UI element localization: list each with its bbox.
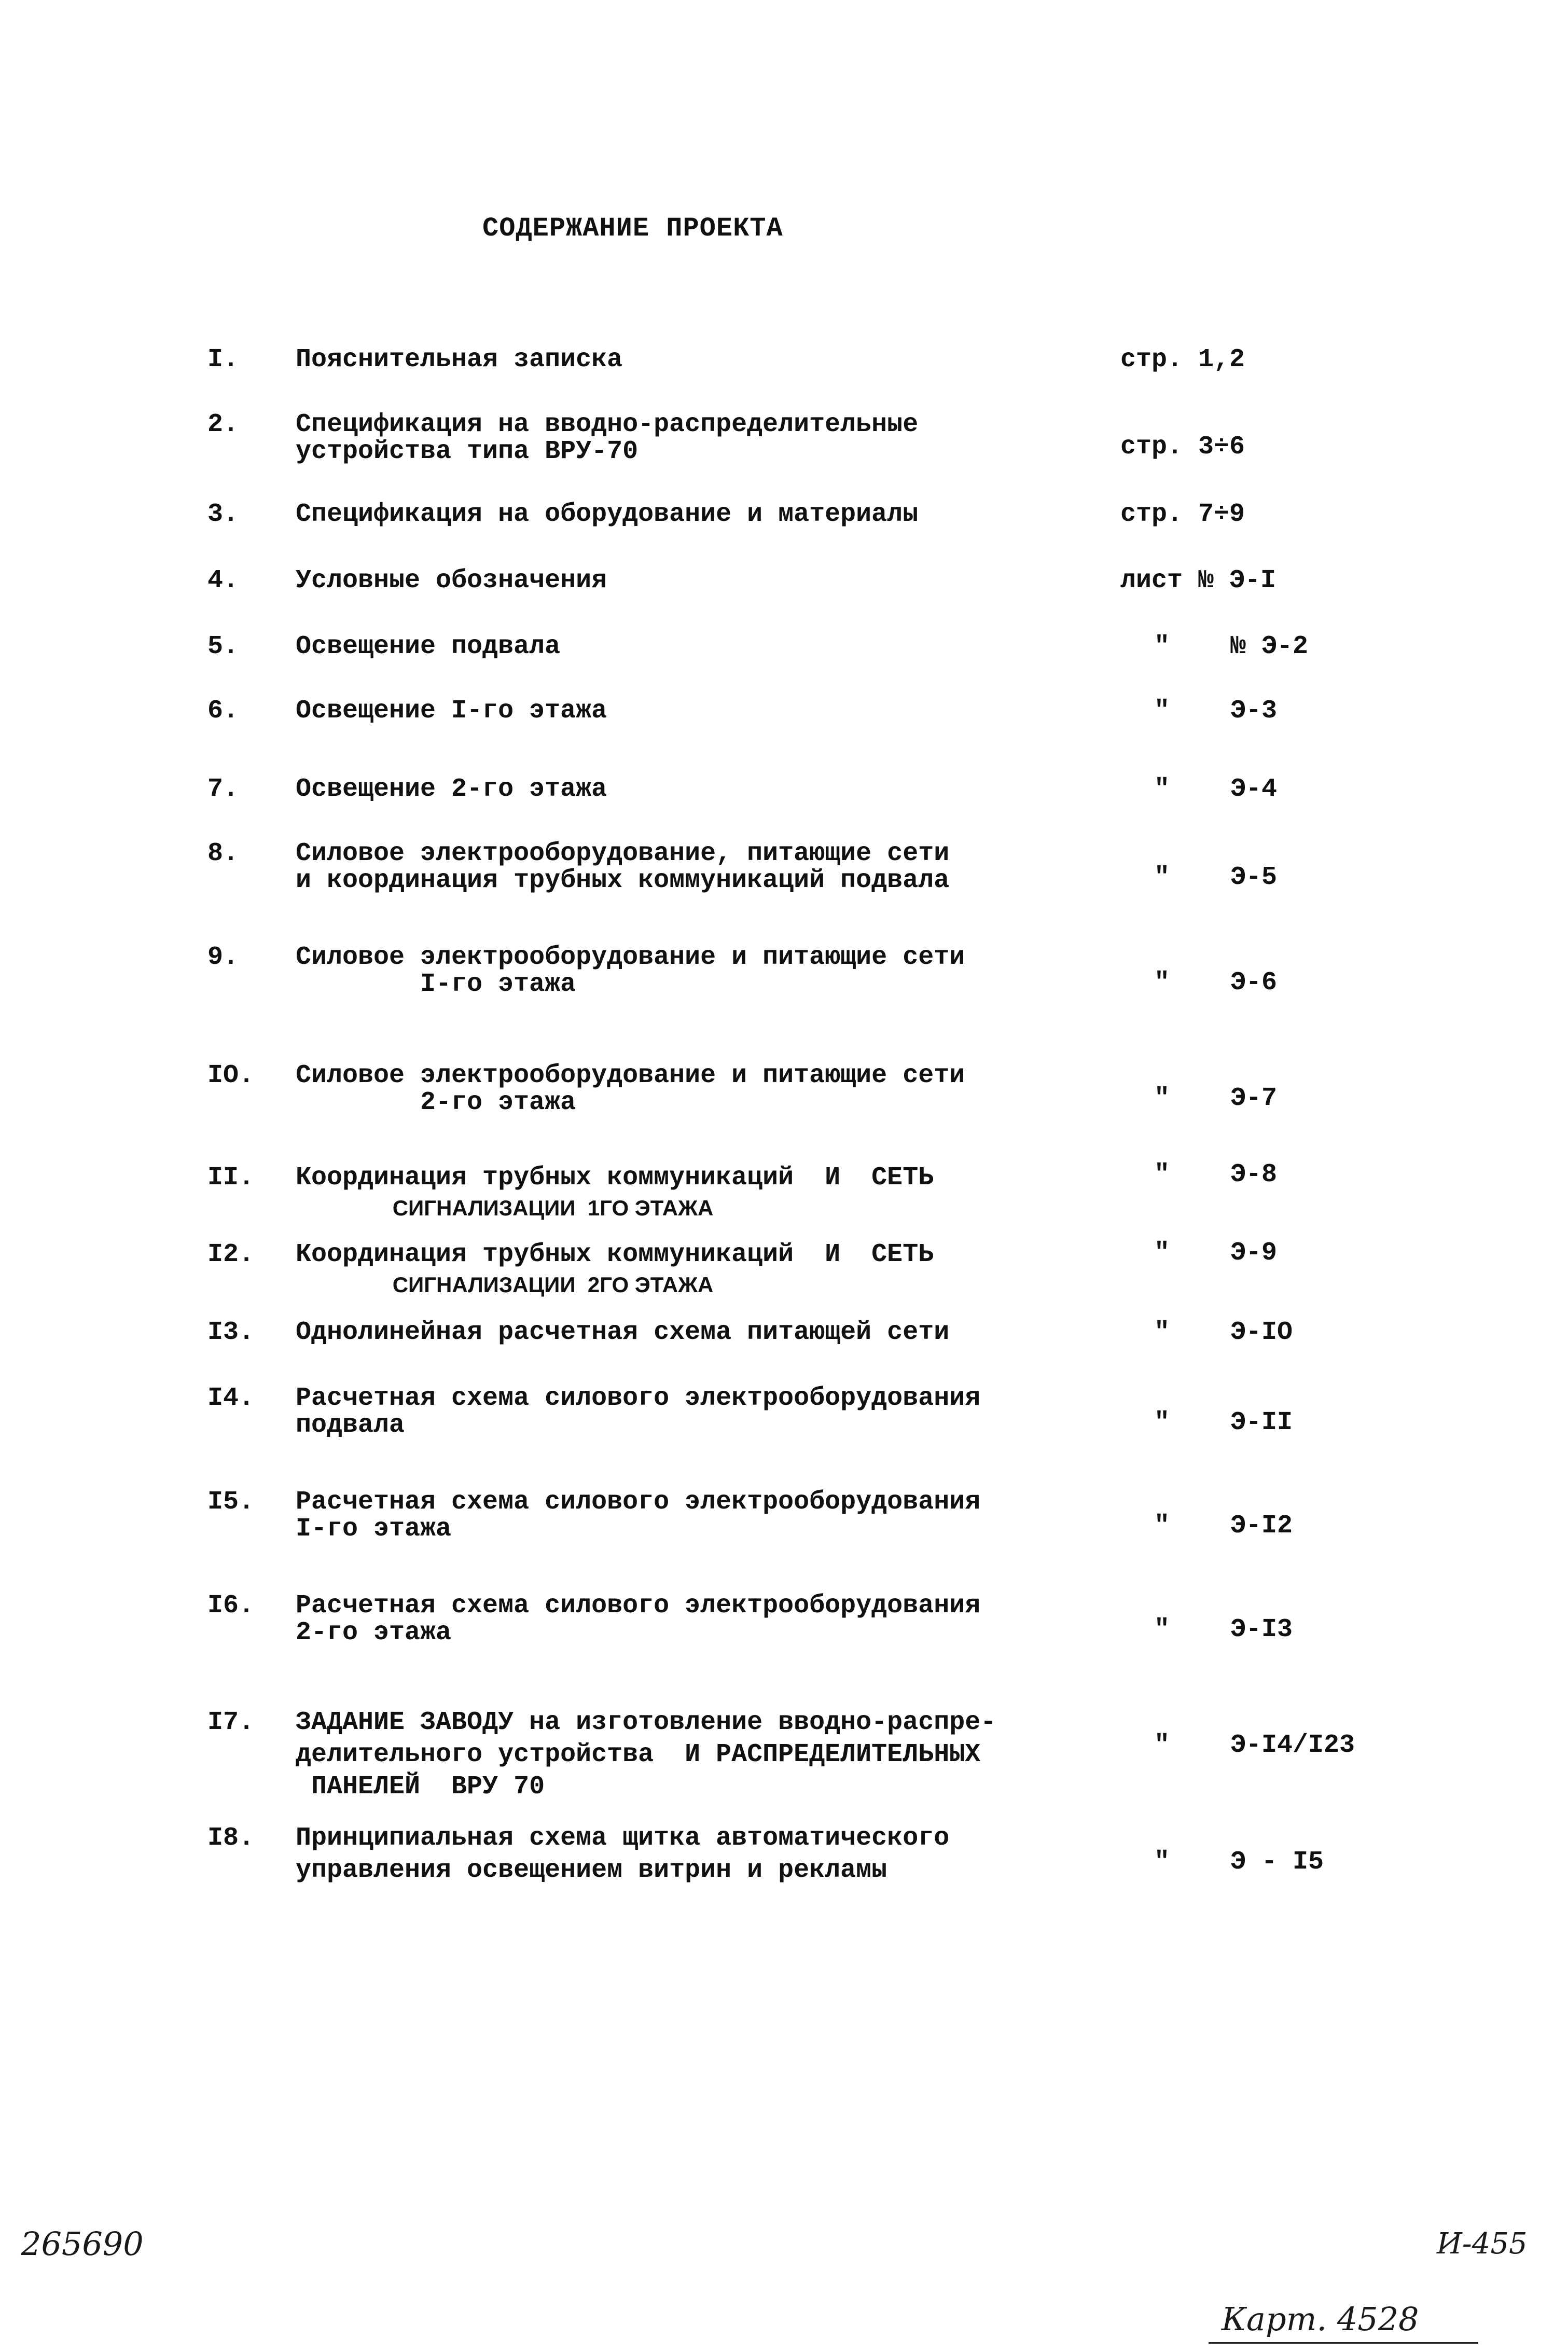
item-title-line: Спецификация на оборудование и материалы [296, 500, 919, 529]
ditto-mark: " [1154, 774, 1170, 804]
item-title-line: I-го этажа [296, 970, 576, 999]
ditto-mark: " [1154, 1238, 1170, 1268]
item-title-line: Пояснительная записка [296, 345, 623, 375]
inventory-number: 265690 [21, 2225, 144, 2263]
sheet-reference: Э-4 [1230, 774, 1278, 804]
item-title-line: Освещение подвала [296, 632, 561, 661]
document-title: СОДЕРЖАНИЕ ПРОЕКТА [482, 213, 783, 244]
item-number: 6. [207, 696, 239, 726]
sheet-reference: Э-7 [1230, 1084, 1278, 1113]
ditto-mark: " [1154, 1731, 1170, 1760]
item-title-line: Силовое электрооборудование и питающие сети [296, 1061, 965, 1090]
item-number: I4. [207, 1383, 255, 1413]
item-number: I7. [207, 1708, 255, 1737]
ditto-mark: " [1154, 1615, 1170, 1644]
item-title-line: Координация трубных коммуникаций И СЕТЬ [296, 1240, 934, 1269]
page-reference: лист № Э-I [1120, 566, 1276, 596]
ditto-mark: " [1154, 968, 1170, 998]
page-reference: стр. 7÷9 [1120, 500, 1245, 529]
item-number: I. [207, 345, 239, 375]
item-number: 4. [207, 566, 239, 596]
item-title-line: Принципиальная схема щитка автоматического [296, 1823, 950, 1853]
ditto-mark: " [1154, 1318, 1170, 1347]
ditto-mark: " [1154, 1511, 1170, 1541]
item-number: I5. [207, 1487, 255, 1517]
item-number: 2. [207, 410, 239, 439]
item-title-line: Силовое электрооборудование, питающие сети [296, 839, 950, 868]
ditto-mark: " [1154, 863, 1170, 892]
page-reference: стр. 1,2 [1120, 345, 1245, 375]
item-title-line: Силовое электрооборудование и питающие сети [296, 943, 965, 972]
document-code: И-455 [1437, 2227, 1528, 2261]
item-title-line: Координация трубных коммуникаций И СЕТЬ [296, 1163, 934, 1193]
item-title-line: Расчетная схема силового электрооборудования [296, 1487, 981, 1517]
item-title-line: Спецификация на вводно-распределительные [296, 410, 919, 439]
item-number: 8. [207, 839, 239, 868]
sheet-reference: Э-II [1230, 1408, 1293, 1437]
item-title-line: I-го этажа [296, 1514, 452, 1544]
item-title-line: делительного устройства И РАСПРЕДЕЛИТЕЛЬНЫХ [296, 1740, 981, 1769]
item-title-line: Расчетная схема силового электрооборудования [296, 1591, 981, 1621]
ditto-mark: " [1154, 1847, 1170, 1877]
item-title-line: подвала [296, 1410, 405, 1440]
item-title-line: Однолинейная расчетная схема питающей сети [296, 1318, 950, 1347]
sheet-reference: Э-8 [1230, 1160, 1278, 1189]
item-number: I3. [207, 1318, 255, 1347]
ditto-mark: " [1154, 1160, 1170, 1189]
sheet-reference: Э-IO [1230, 1318, 1293, 1347]
item-title-line: СИГНАЛИЗАЦИИ 1ГО ЭТАЖА [296, 1196, 714, 1220]
sheet-reference: Э-5 [1230, 863, 1278, 892]
sheet-reference: Э-6 [1230, 968, 1278, 998]
ditto-mark: " [1154, 1084, 1170, 1113]
item-title-line: Освещение I-го этажа [296, 696, 607, 726]
sheet-reference: Э-I4/I23 [1230, 1731, 1355, 1760]
item-title-line: СИГНАЛИЗАЦИИ 2ГО ЭТАЖА [296, 1272, 714, 1297]
sheet-reference: Э-I2 [1230, 1511, 1293, 1541]
card-number: Карт. 4528 [1222, 2300, 1419, 2338]
item-number: 3. [207, 500, 239, 529]
item-title-line: ЗАДАНИЕ ЗАВОДУ на изготовление вводно-распре- [296, 1708, 996, 1737]
card-underline [1209, 2342, 1478, 2344]
item-title-line: 2-го этажа [296, 1088, 576, 1117]
sheet-reference: № Э-2 [1230, 632, 1309, 661]
item-number: I6. [207, 1591, 255, 1621]
page-reference: стр. 3÷6 [1120, 432, 1245, 462]
item-number: II. [207, 1163, 255, 1193]
ditto-mark: " [1154, 1408, 1170, 1437]
item-title-line: Освещение 2-го этажа [296, 774, 607, 804]
ditto-mark: " [1154, 696, 1170, 726]
item-title-line: Условные обозначения [296, 566, 607, 596]
sheet-reference: Э-I3 [1230, 1615, 1293, 1644]
item-title-line: 2-го этажа [296, 1618, 452, 1648]
ditto-mark: " [1154, 632, 1170, 661]
item-title-line: управления освещением витрин и рекламы [296, 1856, 887, 1885]
item-number: I8. [207, 1823, 255, 1853]
item-title-line: устройства типа ВРУ-70 [296, 437, 639, 466]
sheet-reference: Э - I5 [1230, 1847, 1324, 1877]
sheet-reference: Э-9 [1230, 1238, 1278, 1268]
item-number: I2. [207, 1240, 255, 1269]
sheet-reference: Э-3 [1230, 696, 1278, 726]
item-title-line: Расчетная схема силового электрооборудования [296, 1383, 981, 1413]
item-number: IO. [207, 1061, 255, 1090]
item-title-line: и координация трубных коммуникаций подвала [296, 866, 950, 895]
item-title-line: ПАНЕЛЕЙ ВРУ 70 [296, 1772, 545, 1802]
item-number: 7. [207, 774, 239, 804]
item-number: 5. [207, 632, 239, 661]
item-number: 9. [207, 943, 239, 972]
